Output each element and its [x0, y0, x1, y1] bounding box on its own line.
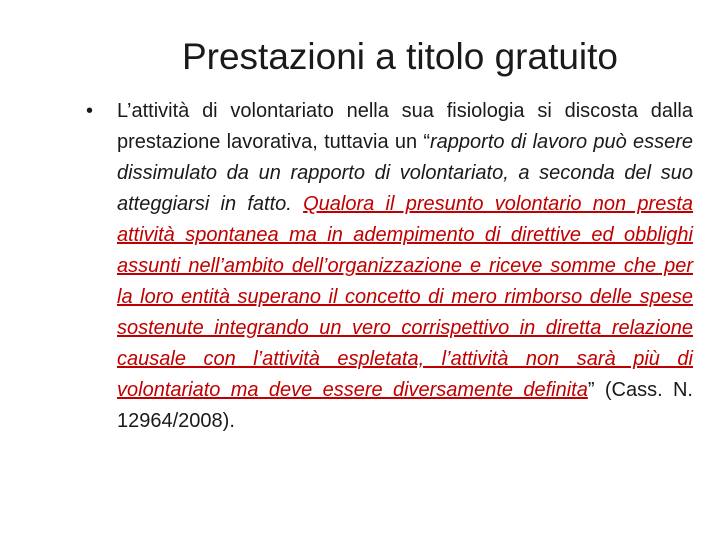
slide-body	[78, 96, 698, 437]
paragraph-quote-highlighted: Qualora il presunto volontario non presta attività spontanea ma in adempimento di direttive ed obblighi assunti nell’ambito dell’organizzazione e riceve somme che per la loro entità superano il concetto di mero rimborso delle spese sostenute integrando un vero corrispettivo in diretta relazione causale con l’attività espletata, l’attività non sarà più di volontariato ma deve essere diversamente definita	[117, 193, 694, 401]
bullet-paragraph	[117, 96, 693, 437]
slide-title: Prestazioni a titolo gratuito	[181, 36, 618, 77]
paragraph-intro: L’attività di volontariato nella sua fisiologia si discosta dalla prestazione lavorativa, tuttavia un “	[117, 100, 693, 153]
paragraph-closing-quote: ”	[587, 379, 595, 401]
bullet-marker: •	[86, 100, 94, 122]
paragraph-quote-italic: rapporto di lavoro può essere dissimulato da un rapporto di volontariato, a seconda del suo atteggiarsi in fatto.	[117, 131, 694, 215]
paragraph-citation: (Cass. N. 12964/2008).	[117, 379, 693, 432]
